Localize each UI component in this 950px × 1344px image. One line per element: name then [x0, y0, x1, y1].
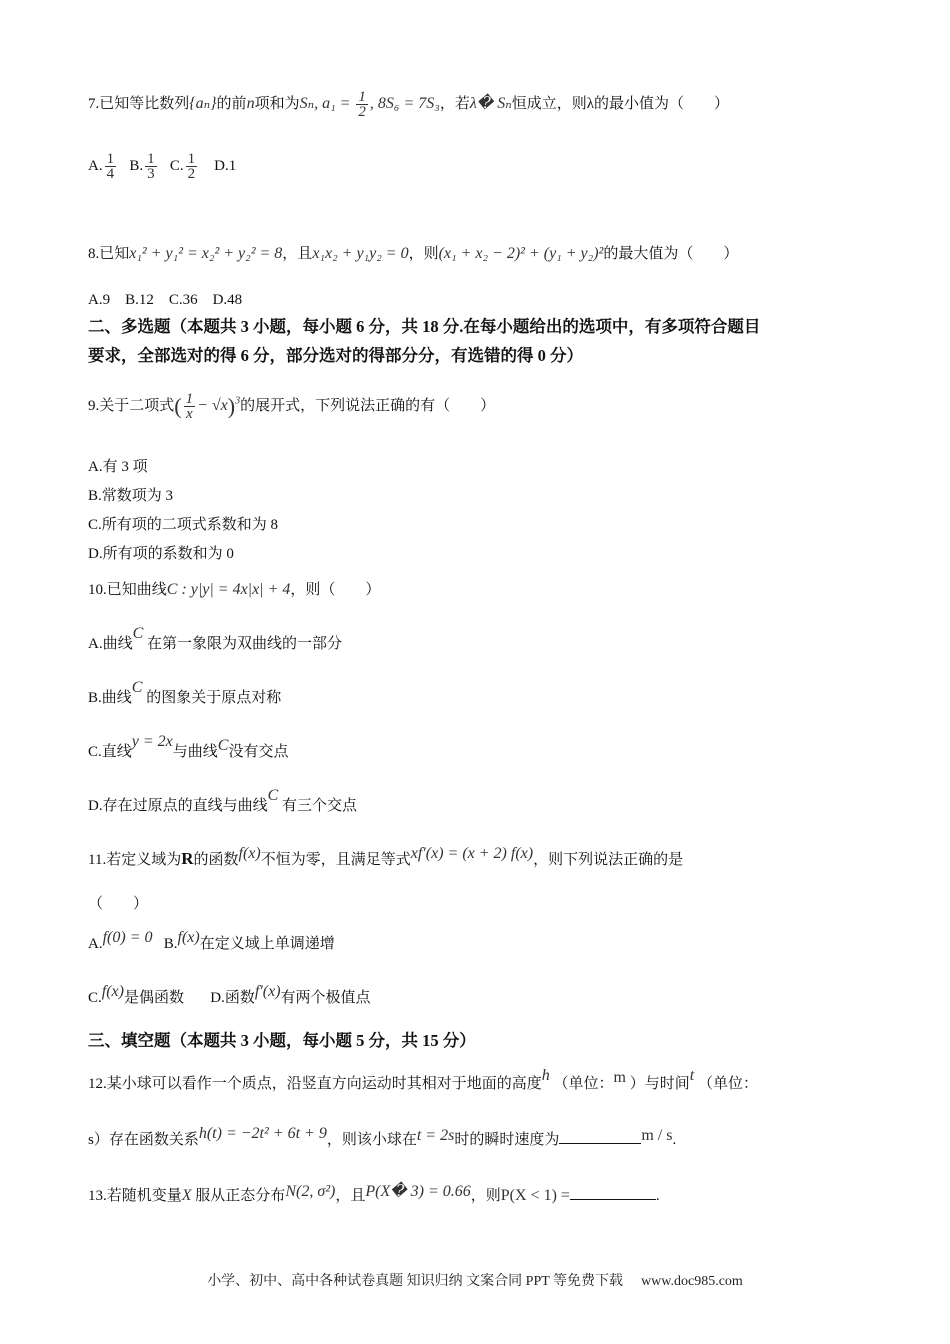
q7-inequality: λ� Sₙ — [469, 95, 512, 113]
q11-option-c: C.f(x)是偶函数 — [88, 983, 184, 1006]
fraction-one-half: $\frac{1}{2}$ — [358, 89, 366, 120]
q9-binomial: ( $\frac{1}{x}$ − √x)$^3$ — [174, 391, 241, 422]
q8-eq2: x₁x₂ + y₁y₂ = 0 — [312, 245, 409, 262]
section2-title-line1: 二、多选题（本题共 3 小题，每小题 6 分，共 18 分.在每小题给出的选项中，有多项符合题目 — [88, 317, 761, 336]
q11-equation: xf′(x) = (x + 2) f(x) — [410, 845, 534, 862]
q12-line2: s）存在函数关系h(t) = −2t² + 6t + 9，则该小球在t = 2s时的瞬时速度为 m / s. — [88, 1125, 677, 1148]
q8-eq1: x₁² + y₁² = x₂² + y₂² = 8 — [129, 245, 283, 262]
q8-options: A.9 B.12 C.36 D.48 — [88, 292, 243, 308]
q9-option-a: A.有 3 项 — [88, 459, 148, 475]
q7-option-b: B. $\frac{1}{3}$ — [129, 151, 155, 182]
footer-text: 小学、初中、高中各种试卷真题 知识归纳 文案合同 PPT 等免费下载 — [207, 1274, 624, 1289]
q9-option-c: C.所有项的二项式系数和为 8 — [88, 517, 279, 533]
section3-title: 三、填空题（本题共 3 小题，每小题 5 分，共 15 分） — [88, 1031, 476, 1050]
q7-sequence: {aₙ} — [189, 95, 217, 113]
q11-option-d: D.函数f′(x)有两个极值点 — [210, 983, 371, 1006]
q8-stem: 8.已知x₁² + y₁² = x₂² + y₂² = 8，且x₁x₂ + y₁y₂ = 0，则(x₁ + x₂ − 2)² + (y₁ + y₂)²的最大值为（ ） — [88, 245, 739, 262]
q11-real-set: R — [181, 849, 194, 868]
q11-options-ab — [88, 929, 335, 953]
q11-option-b: B.f(x)在定义域上单调递增 — [163, 929, 335, 952]
section2-title-line2: 要求，全部选对的得 6 分，部分选对的得部分分，有选错的得 0 分） — [88, 346, 583, 365]
q10-option-a: A.曲线C 在第一象限为双曲线的一部分 — [88, 625, 343, 652]
q8-expression: (x₁ + x₂ − 2)² + (y₁ + y₂)² — [438, 245, 604, 262]
q13-stem: 13.若随机变量X 服从正态分布N(2, σ²)，且P(X� 3) = 0.66，则P(X < 1) = . — [88, 1183, 660, 1204]
q11-option-a: A.f(0) = 0 — [88, 929, 153, 952]
q13-answer-blank[interactable] — [570, 1198, 656, 1200]
q10-stem: 10.已知曲线C : y|y| = 4x|x| + 4，则（ ） — [88, 581, 381, 598]
footer-url-link[interactable]: www.doc985.com — [641, 1274, 743, 1289]
q11-options-cd — [88, 983, 371, 1007]
q7-option-c: C. $\frac{1}{2}$ — [169, 151, 196, 182]
q11-stem: 11.若定义域为R的函数f(x)不恒为零，且满足等式xf′(x) = (x + 2) f(x)，则下列说法正确的是 — [88, 845, 684, 868]
q9-option-b: B.常数项为 3 — [88, 488, 174, 504]
q9-stem: 9.关于二项式( $\frac{1}{x}$ − √x)$^3$的展开式，下列说法正确的有（ ） — [88, 391, 496, 422]
q9-option-d: D.所有项的系数和为 0 — [88, 546, 234, 562]
q7-condition: Sₙ, a₁ = $\frac{1}{2}$ , 8S₆ = 7S₃ — [299, 89, 440, 120]
q7-option-a: A. $\frac{1}{4}$ — [88, 151, 115, 182]
page-footer — [0, 1270, 950, 1290]
q7-options — [88, 152, 236, 181]
q10-option-b: B.曲线C 的图象关于原点对称 — [88, 679, 282, 706]
q12-answer-blank[interactable] — [559, 1142, 641, 1144]
q12-line1: 12.某小球可以看作一个质点，沿竖直方向运动时其相对于地面的高度h （单位：m ）与时间t （单位： — [88, 1067, 758, 1092]
q7-option-d: D.1 — [214, 157, 237, 174]
q10-option-c: C.直线y = 2x与曲线C没有交点 — [88, 733, 289, 760]
q10-curve: C : y|y| = 4x|x| + 4 — [166, 581, 291, 598]
q11-paren: （ ） — [88, 896, 149, 912]
q10-option-d: D.存在过原点的直线与曲线C 有三个交点 — [88, 787, 358, 814]
q7-stem: 7.已知等比数列{aₙ}的前n项和为Sₙ, a₁ = $\frac{1}{2}$ , 8S₆ = 7S₃，若λ� Sₙ恒成立，则λ的最小值为（ ） — [88, 89, 729, 120]
